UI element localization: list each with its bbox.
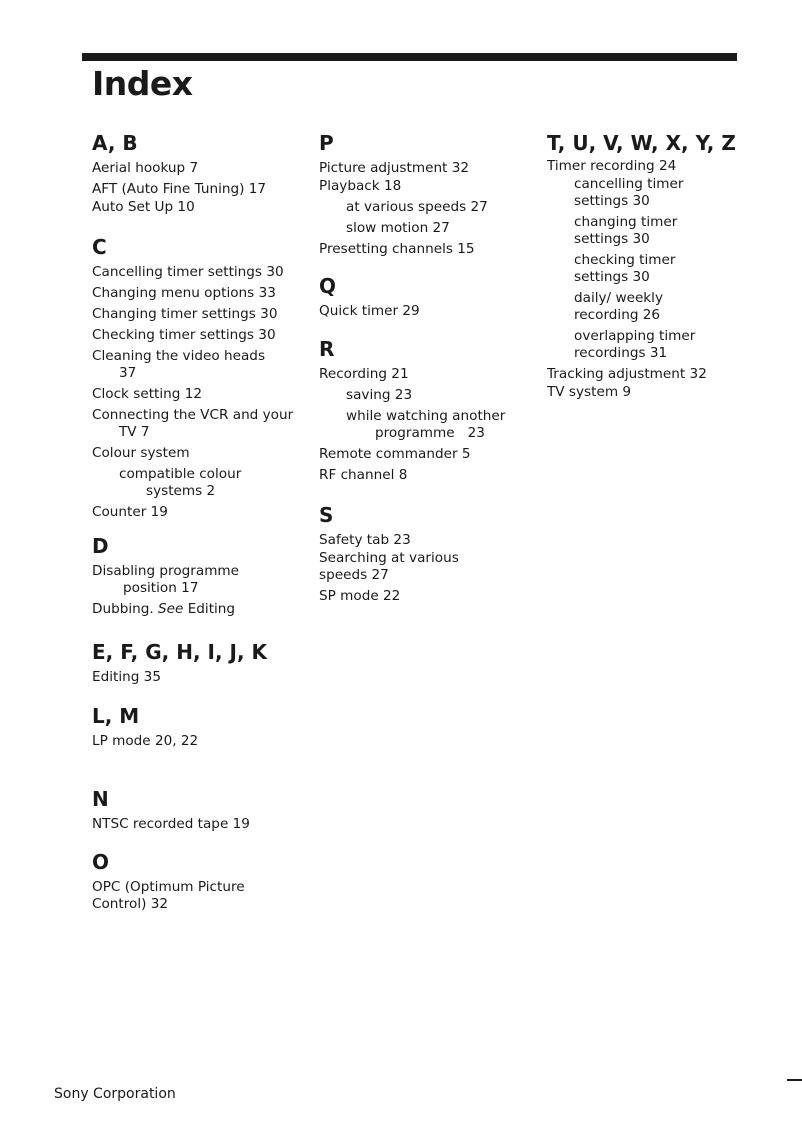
- index-subentry: checking timer settings 30: [574, 252, 676, 285]
- index-entry: Disabling programme position 17: [92, 563, 240, 596]
- index-entry: Quick timer 29: [319, 303, 420, 319]
- section-tuvwxyz: [547, 130, 757, 401]
- page-title: Index: [92, 64, 193, 103]
- index-entry: Playback 18: [319, 178, 402, 194]
- index-subentry: saving 23: [346, 387, 413, 403]
- index-entry: Cancelling timer settings 30: [92, 264, 284, 280]
- section-heading: O: [92, 850, 110, 874]
- index-entry: NTSC recorded tape 19: [92, 816, 250, 832]
- index-entry: Connecting the VCR and your TV 7: [92, 407, 294, 440]
- index-entry: Searching at various speeds 27: [319, 550, 459, 583]
- section-ab: [92, 130, 307, 225]
- section-efghijk: [92, 639, 307, 693]
- footer-company: Sony Corporation: [54, 1086, 176, 1102]
- index-entry: Picture adjustment 32: [319, 160, 470, 176]
- section-heading: D: [92, 534, 109, 558]
- index-entry: RF channel 8: [319, 467, 408, 483]
- section-d: [92, 533, 307, 629]
- section-heading: Q: [319, 274, 337, 298]
- section-heading: L, M: [92, 704, 140, 728]
- section-o: [92, 849, 307, 913]
- index-column-2: [319, 130, 541, 605]
- index-entry: Timer recording 24: [547, 158, 677, 174]
- index-entry: TV system 9: [547, 384, 632, 400]
- section-heading: A, B: [92, 131, 138, 155]
- see-reference: See: [158, 601, 184, 617]
- section-heading: R: [319, 337, 335, 361]
- index-subentry: compatible colour systems 2: [119, 466, 242, 499]
- section-heading: S: [319, 503, 334, 527]
- index-entry: OPC (Optimum Picture Control) 32: [92, 879, 245, 912]
- index-entry: Presetting channels 15: [319, 241, 475, 257]
- index-column-3: [547, 130, 757, 401]
- index-entry: Tracking adjustment 32: [547, 366, 707, 382]
- index-entry: Safety tab 23: [319, 532, 411, 548]
- top-rule: [82, 53, 737, 61]
- index-entry: Counter 19: [92, 504, 168, 520]
- index-entry: AFT (Auto Fine Tuning) 17: [92, 181, 267, 197]
- index-entry: Cleaning the video heads 37: [92, 348, 266, 381]
- section-heading: T, U, V, W, X, Y, Z: [547, 131, 736, 155]
- index-subentry: while watching another programme 23: [346, 408, 510, 441]
- section-q: [319, 273, 541, 336]
- index-entry: Recording 21: [319, 366, 409, 382]
- index-entry: Colour system: [92, 445, 190, 461]
- section-p: [319, 130, 541, 273]
- index-subentry: daily/ weekly recording 26: [574, 290, 663, 323]
- crop-mark: [787, 1079, 802, 1081]
- section-c: [92, 234, 307, 520]
- index-entry-term: Dubbing.: [92, 601, 154, 617]
- index-entry: Checking timer settings 30: [92, 327, 276, 343]
- index-entry: Clock setting 12: [92, 386, 202, 402]
- index-entry: Auto Set Up 10: [92, 199, 195, 215]
- index-entry: SP mode 22: [319, 588, 401, 604]
- index-entry: [92, 601, 307, 618]
- index-entry: Changing timer settings 30: [92, 306, 278, 322]
- index-entry: Remote commander 5: [319, 446, 471, 462]
- index-entry: LP mode 20, 22: [92, 733, 199, 749]
- index-subentry: at various speeds 27: [346, 199, 488, 215]
- section-heading: C: [92, 235, 107, 259]
- index-subentry: slow motion 27: [346, 220, 450, 236]
- section-heading: P: [319, 131, 334, 155]
- index-entry: Editing 35: [92, 669, 161, 685]
- section-s: [319, 502, 541, 605]
- index-entry: Changing menu options 33: [92, 285, 276, 301]
- section-lm: [92, 703, 307, 757]
- index-subentry: overlapping timer recordings 31: [574, 328, 696, 361]
- index-subentry: changing timer settings 30: [574, 214, 678, 247]
- section-heading: N: [92, 787, 109, 811]
- section-r: [319, 336, 541, 502]
- section-n: [92, 786, 307, 840]
- index-entry-target: Editing: [187, 601, 236, 617]
- index-subentry: cancelling timer settings 30: [574, 176, 684, 209]
- index-entry: Aerial hookup 7: [92, 160, 199, 176]
- section-heading: E, F, G, H, I, J, K: [92, 640, 268, 664]
- index-column-1: [92, 130, 307, 913]
